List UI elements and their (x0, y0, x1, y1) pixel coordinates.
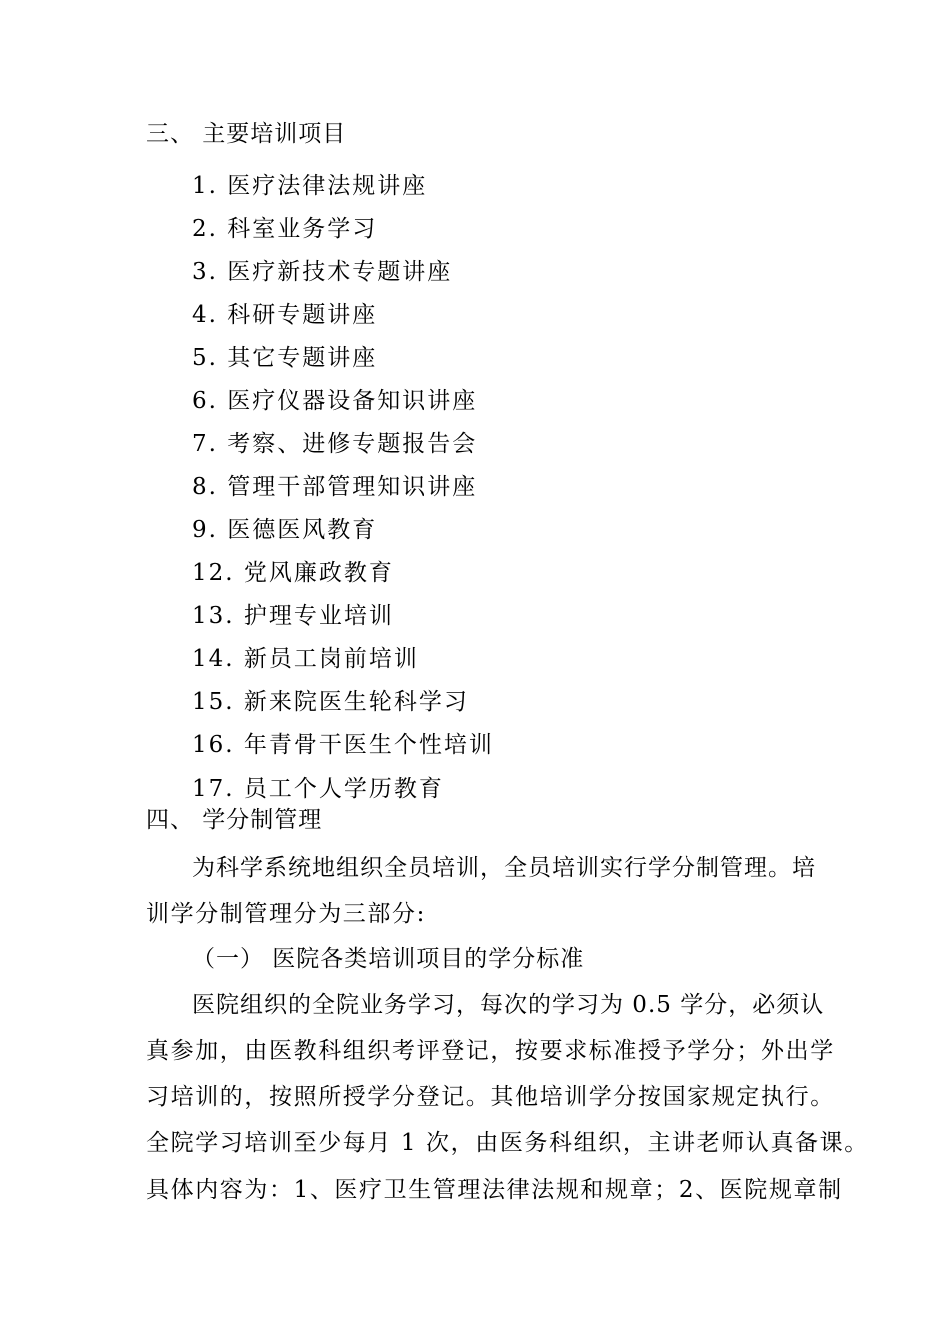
paragraph-line: 医院组织的全院业务学习，每次的学习为 0.5 学分，必须认 (192, 992, 825, 1018)
list-item: 14. 新员工岗前培训 (192, 646, 419, 672)
paragraph-line: 真参加，由医教科组织考评登记，按要求标准授予学分；外出学 (146, 1038, 835, 1064)
paragraph-line: 习培训的，按照所授学分登记。其他培训学分按国家规定执行。 (146, 1084, 835, 1110)
list-item: 2. 科室业务学习 (192, 216, 378, 242)
list-item: 5. 其它专题讲座 (192, 345, 378, 371)
list-item: 6. 医疗仪器设备知识讲座 (192, 388, 478, 414)
list-item: 3. 医疗新技术专题讲座 (192, 259, 453, 285)
list-item: 8. 管理干部管理知识讲座 (192, 474, 478, 500)
paragraph-line: 训学分制管理分为三部分: (146, 901, 426, 927)
section-4-heading: 四、 学分制管理 (146, 807, 323, 833)
paragraph-line: 为科学系统地组织全员培训，全员培训实行学分制管理。培 (192, 855, 816, 881)
list-item: 15. 新来院医生轮科学习 (192, 689, 469, 715)
list-item: 4. 科研专题讲座 (192, 302, 378, 328)
list-item: 1. 医疗法律法规讲座 (192, 173, 428, 199)
list-item: 7. 考察、进修专题报告会 (192, 431, 478, 457)
section-3-heading: 三、 主要培训项目 (146, 121, 347, 147)
paragraph-line: 全院学习培训至少每月 1 次，由医务科组织，主讲老师认真备课。 (146, 1130, 869, 1156)
list-item: 16. 年青骨干医生个性培训 (192, 732, 494, 758)
subsection-heading: （一） 医院各类培训项目的学分标准 (192, 946, 585, 972)
list-item: 9. 医德医风教育 (192, 517, 378, 543)
paragraph-line: 具体内容为：1、医疗卫生管理法律法规和规章；2、医院规章制 (146, 1177, 843, 1203)
list-item: 12. 党风廉政教育 (192, 560, 394, 586)
list-item: 13. 护理专业培训 (192, 603, 394, 629)
list-item: 17. 员工个人学历教育 (192, 776, 444, 802)
